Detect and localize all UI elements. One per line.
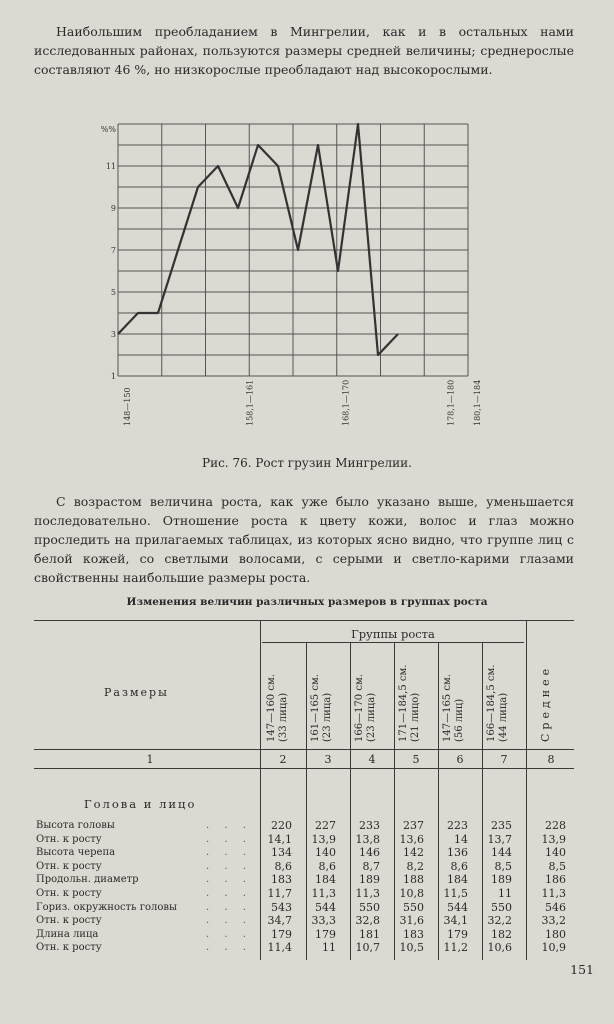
col-number: 1 — [146, 753, 154, 766]
table-cell: 544 — [447, 900, 468, 914]
table-cell: 13,7 — [487, 832, 512, 846]
table-cell: 10,6 — [487, 941, 512, 955]
group-header-4: 171—184,5 см. (21 лицо) — [398, 664, 421, 742]
table-cell: 179 — [315, 927, 336, 941]
table-cell: 33,3 — [311, 914, 336, 928]
row-label: Отн. к росту — [36, 888, 102, 899]
x-tick-label: 158,1—161 — [245, 379, 255, 426]
table-cell: 184 — [447, 873, 468, 887]
section-head-face: Голова и лицо — [84, 797, 197, 811]
paragraph-intro-text: Наибольшим преобладанием в Мингрелии, как и в остальных нами исследованных районах, пользуются размеры средней величины; среднерослые составляют 46 %, но низкорослые преобладают над высокорослыми. — [34, 24, 574, 77]
table-top-rule — [34, 620, 574, 621]
table-cell: 179 — [447, 927, 468, 941]
table-cell: 11 — [322, 941, 336, 955]
table-cell: 235 — [491, 819, 512, 832]
table-cell: 142 — [403, 846, 424, 860]
leader-dots: . . . — [206, 942, 252, 954]
x-tick-label: 178,1—180 — [446, 379, 456, 426]
figure-caption: Рис. 76. Рост грузин Мингрелии. — [202, 456, 412, 470]
table-cell: 10,8 — [399, 887, 424, 900]
table-cell: 8,7 — [362, 859, 380, 873]
y-tick-label: 1 — [110, 372, 116, 381]
table-cell: 11,3 — [355, 887, 380, 900]
y-tick-label: 7 — [110, 246, 116, 255]
table-cell: 11,2 — [443, 941, 468, 955]
row-label: Длина лица — [36, 928, 99, 940]
table-cell: 8,2 — [406, 859, 424, 873]
leader-dots: . . . — [206, 928, 252, 940]
table-cell: 543 — [271, 900, 292, 914]
row-label: Отн. к росту — [36, 915, 102, 927]
row-label: Продольн. диаметр — [36, 874, 139, 886]
table-cell: 8,5 — [548, 859, 566, 873]
table-cell: 228 — [545, 819, 566, 832]
y-tick-label: 5 — [110, 288, 116, 297]
leader-dots: . . . — [206, 915, 252, 927]
col-divider — [526, 620, 527, 960]
col-number: 6 — [456, 753, 464, 766]
table-cell: 32,8 — [355, 914, 380, 928]
table-cell: 8,6 — [450, 859, 468, 873]
col-number: 7 — [500, 753, 508, 766]
table-cell: 134 — [271, 846, 292, 860]
groups-header: Группы роста — [351, 627, 435, 641]
table-cell: 546 — [545, 900, 566, 914]
table-cell: 146 — [359, 846, 380, 860]
series-line — [118, 124, 398, 355]
table-cell: 189 — [491, 873, 512, 887]
header-rule — [34, 749, 574, 750]
table-cell: 550 — [403, 900, 424, 914]
leader-dots: . . . — [206, 847, 252, 859]
leader-dots: . . . — [206, 901, 252, 913]
group-header-6: 166—184,5 см. (44 лица) — [486, 664, 509, 742]
table-cell: 184 — [315, 873, 336, 887]
y-tick-label: 11 — [105, 162, 116, 171]
col-header-sizes: Размеры — [104, 686, 169, 699]
table-cell: 140 — [315, 846, 336, 860]
group-header-3: 166—170 см. (23 лица) — [354, 674, 377, 742]
group-rule — [262, 642, 524, 643]
table-cell: 182 — [491, 927, 512, 941]
x-tick-label: 148—150 — [122, 387, 132, 426]
table-cell: 550 — [359, 900, 380, 914]
table-cell: 11 — [498, 887, 512, 900]
y-tick-label: 9 — [110, 204, 116, 213]
row-label: Гориз. окружность головы — [36, 901, 177, 913]
leader-dots: . . . — [206, 820, 252, 831]
table-cell: 227 — [315, 819, 336, 832]
table-cell: 223 — [447, 819, 468, 832]
table-cell: 11,3 — [541, 887, 566, 900]
table-cell: 11,7 — [267, 887, 292, 900]
table-cell: 186 — [545, 873, 566, 887]
table-cell: 8,6 — [318, 859, 336, 873]
height-chart — [100, 118, 482, 444]
table-cell: 220 — [271, 819, 292, 832]
group-header-5: 147—165 см. (56 лиц) — [442, 674, 465, 742]
row-label: Высота головы — [36, 820, 115, 831]
col-number: 3 — [324, 753, 332, 766]
leader-dots: . . . — [206, 833, 252, 845]
x-tick-label: 168,1—170 — [341, 379, 351, 426]
table-cell: 34,1 — [443, 914, 468, 928]
paragraph-intro — [34, 22, 574, 79]
table-cell: 10,7 — [355, 941, 380, 955]
row-label: Отн. к росту — [36, 860, 102, 872]
paragraph-age — [34, 492, 574, 587]
table-cell: 188 — [403, 873, 424, 887]
y-axis-label: %% — [100, 125, 116, 134]
table-cell: 237 — [403, 819, 424, 832]
table-title: Изменения величин различных размеров в группах роста — [126, 596, 488, 608]
col-number: 5 — [412, 753, 420, 766]
table-cell: 180 — [545, 927, 566, 941]
table-cell: 189 — [359, 873, 380, 887]
table-cell: 11,5 — [443, 887, 468, 900]
row-label: Высота черепа — [36, 847, 116, 859]
leader-dots: . . . — [206, 888, 252, 899]
avg-header: Среднее — [539, 664, 552, 742]
table-cell: 13,6 — [399, 832, 424, 846]
leader-dots: . . . — [206, 860, 252, 872]
table-cell: 34,7 — [267, 914, 292, 928]
table-cell: 183 — [271, 873, 292, 887]
table-cell: 32,2 — [487, 914, 512, 928]
table-cell: 183 — [403, 927, 424, 941]
row-label: Отн. к росту — [36, 942, 102, 954]
table-cell: 13,9 — [311, 832, 336, 846]
table-cell: 179 — [271, 927, 292, 941]
table-cell: 13,9 — [541, 832, 566, 846]
leader-dots: . . . — [206, 874, 252, 886]
paragraph-age-text: С возрастом величина роста, как уже было указано выше, уменьшается последовательно. Отношение роста к цвету кожи, волос и глаз можно проследить на прилагаемых таблицах, из которых ясно видно, что группе лиц с белой кожей, со светлыми волосами, с серыми и светло-карими глазами свойственны наибольшие размеры роста. — [34, 494, 574, 585]
table-cell: 550 — [491, 900, 512, 914]
y-tick-label: 3 — [110, 330, 116, 339]
row-label: Отн. к росту — [36, 833, 102, 845]
table-cell: 144 — [491, 846, 512, 860]
table-cell: 10,9 — [541, 941, 566, 955]
table-cell: 31,6 — [399, 914, 424, 928]
col-number: 2 — [279, 753, 287, 766]
x-tick-label: 180,1—184 — [472, 379, 482, 426]
colnum-rule — [34, 768, 574, 769]
col-number: 4 — [368, 753, 376, 766]
table-cell: 13,8 — [355, 832, 380, 846]
table-cell: 233 — [359, 819, 380, 832]
table-cell: 11,3 — [311, 887, 336, 900]
table-cell: 14,1 — [267, 832, 292, 846]
table-cell: 136 — [447, 846, 468, 860]
table-cell: 140 — [545, 846, 566, 860]
group-header-2: 161—165 см. (23 лица) — [310, 674, 333, 742]
table-cell: 181 — [359, 927, 380, 941]
table-cell: 11,4 — [267, 941, 292, 955]
page-number: 151 — [570, 962, 594, 977]
table-cell: 14 — [454, 832, 468, 846]
group-header-1: 147—160 см. (33 лица) — [266, 674, 289, 742]
table-cell: 33,2 — [541, 914, 566, 928]
table-cell: 8,5 — [494, 859, 512, 873]
table-cell: 544 — [315, 900, 336, 914]
table-cell: 10,5 — [399, 941, 424, 955]
col-number: 8 — [547, 753, 555, 766]
table-cell: 8,6 — [274, 859, 292, 873]
